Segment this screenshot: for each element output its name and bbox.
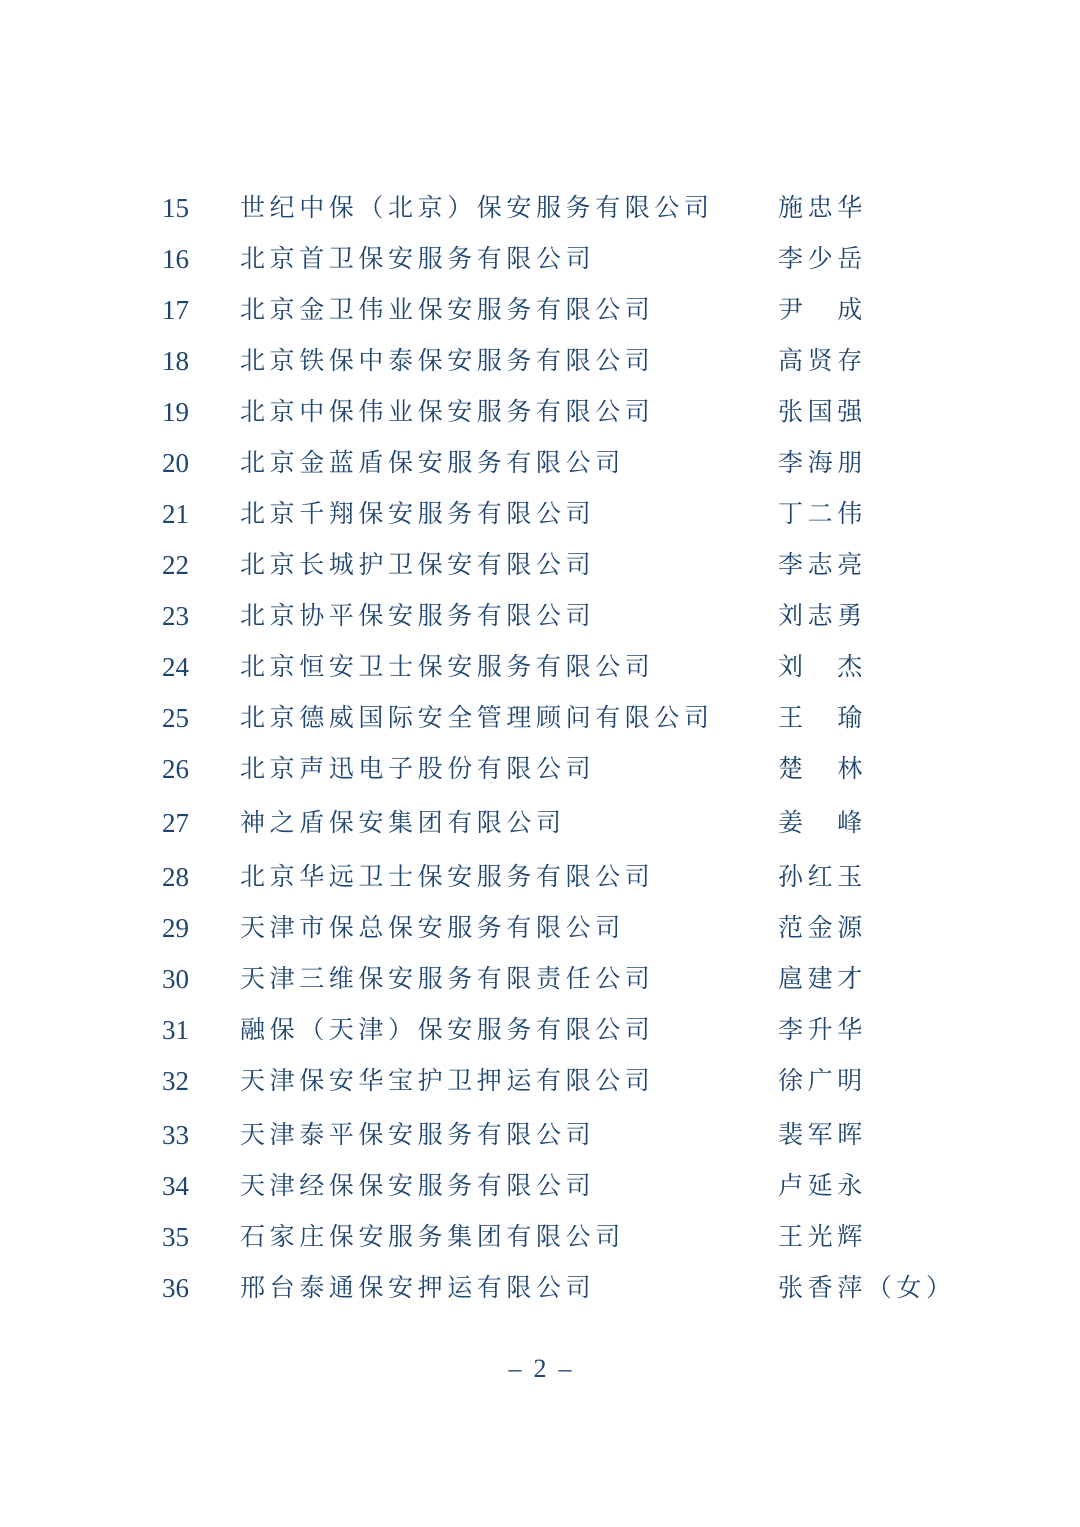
row-number: 25 [162, 703, 189, 733]
list-item [0, 183, 1080, 234]
list-item [0, 954, 1080, 1005]
person-name: 范金源 [778, 913, 867, 942]
organization-name: 邢台泰通保安押运有限公司 [240, 1273, 596, 1302]
person-name: 李少岳 [778, 244, 867, 273]
row-number: 23 [162, 601, 189, 631]
row-number: 21 [162, 499, 189, 529]
person-name: 王光辉 [778, 1222, 867, 1251]
organization-name: 北京中保伟业保安服务有限公司 [240, 397, 655, 426]
award-list [0, 183, 1080, 1314]
row-number: 29 [162, 913, 189, 943]
organization-name: 石家庄保安服务集团有限公司 [240, 1222, 625, 1251]
person-name: 李志亮 [778, 550, 867, 579]
person-name: 王 瑜 [778, 703, 867, 732]
list-item [0, 336, 1080, 387]
row-number: 27 [162, 808, 189, 838]
row-number: 36 [162, 1273, 189, 1303]
person-name: 高贤存 [778, 346, 867, 375]
list-item [0, 1263, 1080, 1314]
person-name: 徐广明 [778, 1066, 867, 1095]
list-item [0, 1212, 1080, 1263]
person-name: 姜 峰 [778, 808, 867, 837]
list-item [0, 852, 1080, 903]
row-number: 34 [162, 1171, 189, 1201]
person-name: 孙红玉 [778, 862, 867, 891]
person-name: 李海朋 [778, 448, 867, 477]
person-name: 卢延永 [778, 1171, 867, 1200]
organization-name: 天津三维保安服务有限责任公司 [240, 964, 655, 993]
row-number: 20 [162, 448, 189, 478]
row-number: 16 [162, 244, 189, 274]
person-name: 尹 成 [778, 295, 867, 324]
person-name: 楚 林 [778, 754, 867, 783]
list-item [0, 903, 1080, 954]
list-item [0, 387, 1080, 438]
person-name: 张香萍（女） [778, 1273, 956, 1302]
page-footer [0, 1352, 1080, 1386]
list-item [0, 1056, 1080, 1110]
row-number: 18 [162, 346, 189, 376]
person-name: 刘志勇 [778, 601, 867, 630]
person-name: 丁二伟 [778, 499, 867, 528]
person-name: 张国强 [778, 397, 867, 426]
row-number: 31 [162, 1015, 189, 1045]
organization-name: 北京金蓝盾保安服务有限公司 [240, 448, 625, 477]
row-number: 26 [162, 754, 189, 784]
list-item [0, 438, 1080, 489]
row-number: 28 [162, 862, 189, 892]
organization-name: 北京千翔保安服务有限公司 [240, 499, 596, 528]
organization-name: 北京协平保安服务有限公司 [240, 601, 596, 630]
list-item [0, 540, 1080, 591]
organization-name: 天津经保保安服务有限公司 [240, 1171, 596, 1200]
footer-dash-right: – [558, 1354, 572, 1383]
organization-name: 北京首卫保安服务有限公司 [240, 244, 596, 273]
list-item [0, 642, 1080, 693]
organization-name: 北京声迅电子股份有限公司 [240, 754, 596, 783]
list-item [0, 1005, 1080, 1056]
row-number: 30 [162, 964, 189, 994]
page-number: 2 [533, 1354, 547, 1383]
organization-name: 融保（天津）保安服务有限公司 [240, 1015, 655, 1044]
list-item [0, 1110, 1080, 1161]
person-name: 施忠华 [778, 193, 867, 222]
row-number: 19 [162, 397, 189, 427]
organization-name: 天津市保总保安服务有限公司 [240, 913, 625, 942]
row-number: 17 [162, 295, 189, 325]
person-name: 扈建才 [778, 964, 867, 993]
list-item [0, 591, 1080, 642]
list-item [0, 234, 1080, 285]
organization-name: 神之盾保安集团有限公司 [240, 808, 566, 837]
organization-name: 北京长城护卫保安有限公司 [240, 550, 596, 579]
organization-name: 北京德威国际安全管理顾问有限公司 [240, 703, 714, 732]
person-name: 李升华 [778, 1015, 867, 1044]
list-item [0, 489, 1080, 540]
row-number: 15 [162, 193, 189, 223]
organization-name: 北京铁保中泰保安服务有限公司 [240, 346, 655, 375]
row-number: 24 [162, 652, 189, 682]
organization-name: 北京华远卫士保安服务有限公司 [240, 862, 655, 891]
row-number: 33 [162, 1120, 189, 1150]
list-item [0, 744, 1080, 798]
person-name: 裴军晖 [778, 1120, 867, 1149]
organization-name: 天津保安华宝护卫押运有限公司 [240, 1066, 655, 1095]
organization-name: 世纪中保（北京）保安服务有限公司 [240, 193, 714, 222]
list-item [0, 1161, 1080, 1212]
row-number: 32 [162, 1066, 189, 1096]
list-item [0, 285, 1080, 336]
organization-name: 天津泰平保安服务有限公司 [240, 1120, 596, 1149]
footer-dash-left: – [508, 1354, 522, 1383]
person-name: 刘 杰 [778, 652, 867, 681]
row-number: 35 [162, 1222, 189, 1252]
organization-name: 北京金卫伟业保安服务有限公司 [240, 295, 655, 324]
row-number: 22 [162, 550, 189, 580]
organization-name: 北京恒安卫士保安服务有限公司 [240, 652, 655, 681]
list-item [0, 693, 1080, 744]
list-item [0, 798, 1080, 852]
